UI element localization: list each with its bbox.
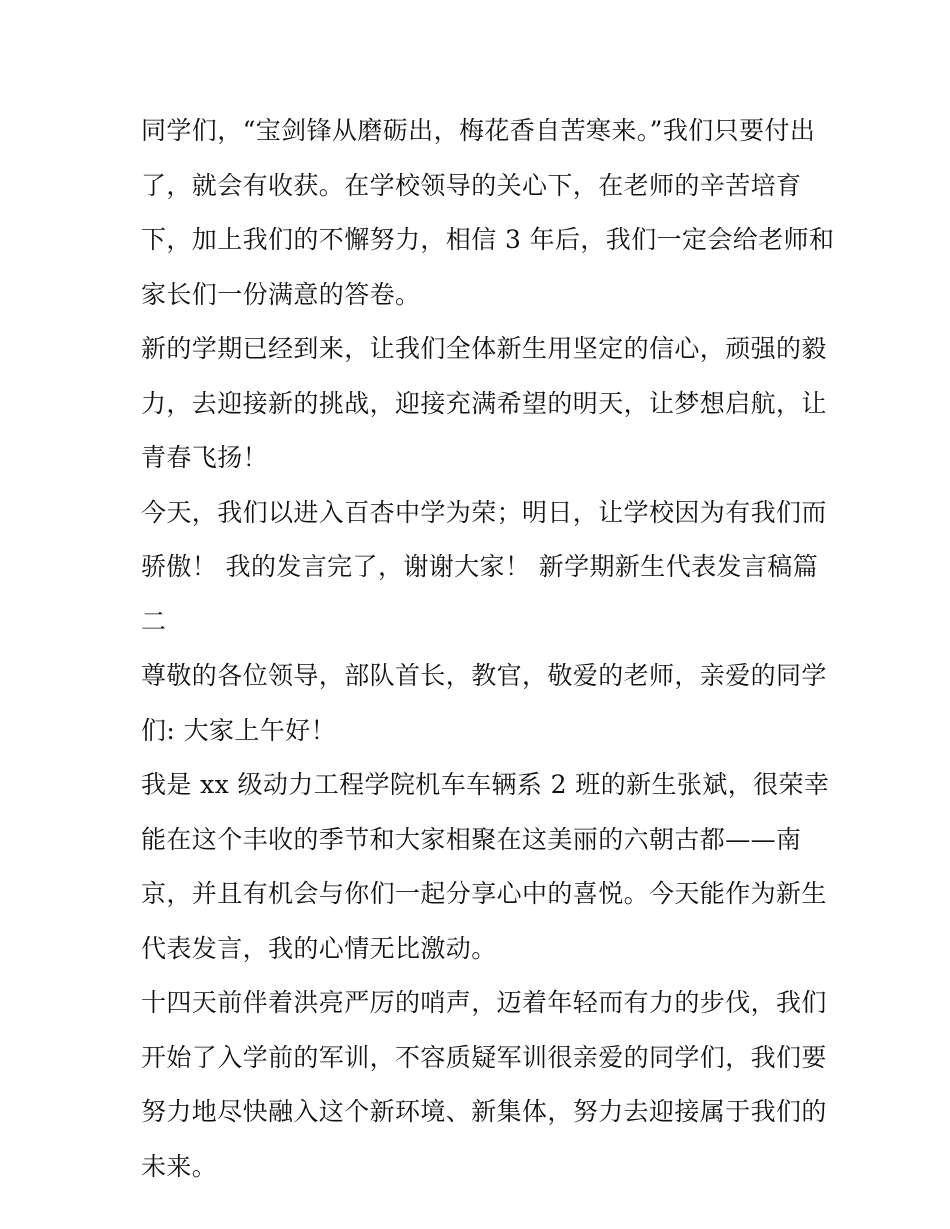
text-line: 下，加上我们的不懈努力，相信 3 年后，我们一定会给老师和 (141, 225, 835, 254)
text-line: 开始了入学前的军训，不容质疑军训很亲爱的同学们，我们要 (141, 1042, 827, 1072)
text-line: 力，去迎接新的挑战，迎接充满希望的明天，让梦想启航，让 (141, 388, 827, 418)
text-line: 青春飞扬！ (141, 443, 269, 472)
text-line: 新的学期已经到来，让我们全体新生用坚定的信心，顽强的毅 (141, 334, 827, 363)
text-line: 我是 xx 级动力工程学院机车车辆系 2 班的新生张斌，很荣幸 (141, 770, 830, 799)
document-body (141, 104, 835, 1194)
text-line: 们: 大家上午好！ (141, 715, 336, 745)
text-line: 代表发言，我的心情无比激动。 (141, 933, 497, 963)
text-line: 今天，我们以进入百杏中学为荣；明日，让学校因为有我们而 (141, 497, 827, 527)
text-line: 十四天前伴着洪亮严厉的哨声，迈着年轻而有力的步伐，我们 (141, 988, 827, 1017)
text-line: 家长们一份满意的答卷。 (141, 279, 421, 309)
text-line: 未来。 (141, 1151, 218, 1181)
text-line: 同学们，“宝剑锋从磨砺出，梅花香自苦寒来。”我们只要付出 (141, 116, 816, 145)
text-line: 京，并且有机会与你们一起分享心中的喜悦。今天能作为新生 (141, 879, 827, 908)
text-line: 骄傲！ 我的发言完了，谢谢大家！ 新学期新生代表发言稿篇 (141, 552, 819, 581)
text-line: 二 (141, 606, 167, 636)
text-line: 努力地尽快融入这个新环境、新集体，努力去迎接属于我们的 (141, 1097, 827, 1126)
text-line: 能在这个丰收的季节和大家相聚在这美丽的六朝古都——南 (141, 824, 802, 854)
text-line: 尊敬的各位领导，部队首长，教官，敬爱的老师，亲爱的同学 (141, 661, 827, 690)
text-line: 了，就会有收获。在学校领导的关心下，在老师的辛苦培育 (141, 170, 802, 200)
